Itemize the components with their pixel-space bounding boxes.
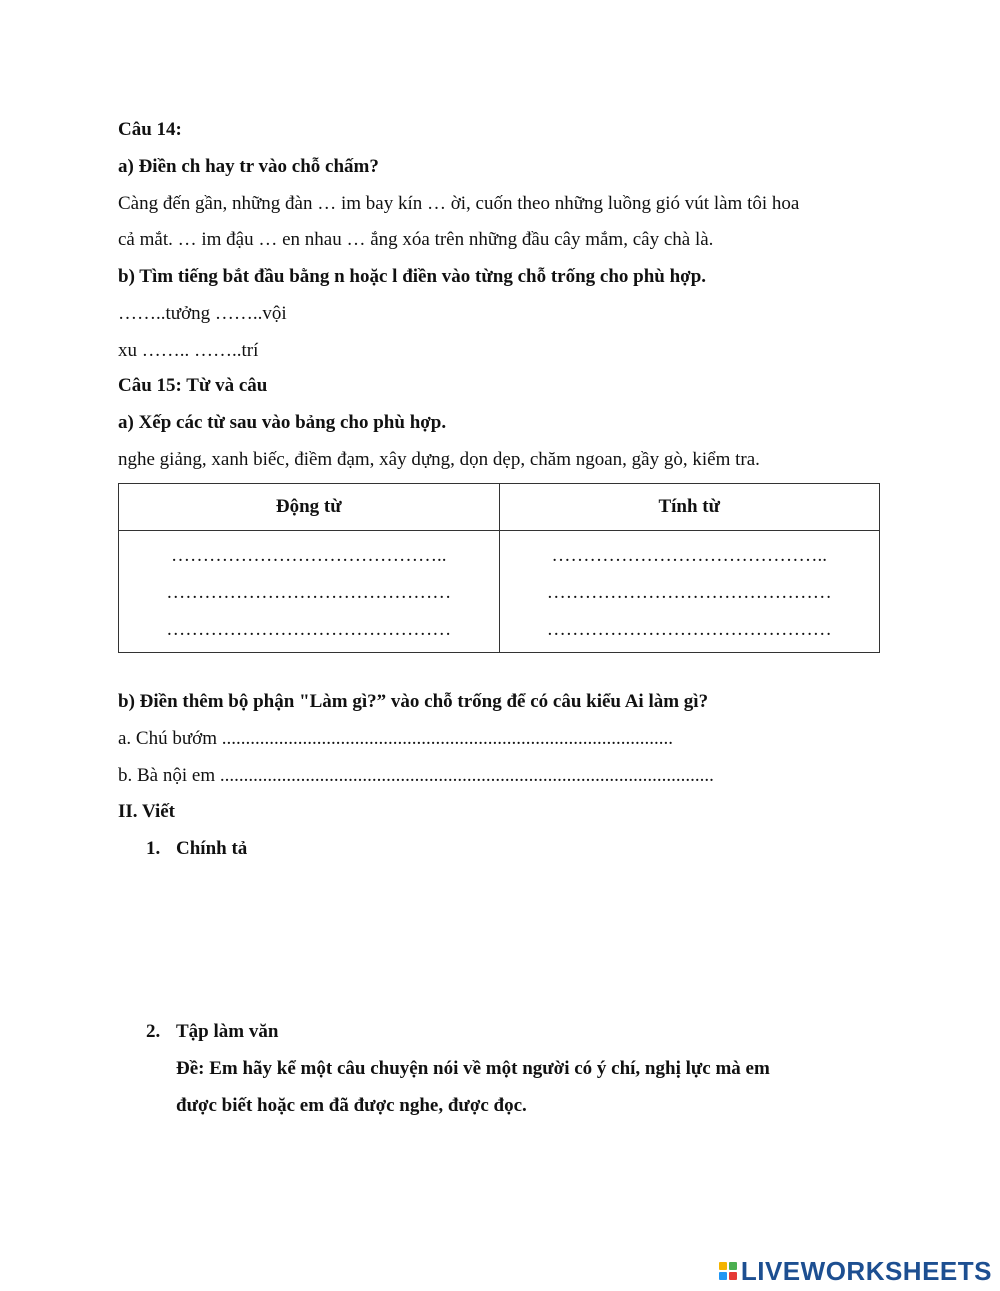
q15-a-words: nghe giảng, xanh biếc, điềm đạm, xây dựng, dọn dẹp, chăm ngoan, gầy gò, kiểm tra. <box>118 449 760 470</box>
q15-b-line-b[interactable]: b. Bà nội em ........................................................................................................ <box>118 765 714 786</box>
verb-line: ……………………………………… <box>166 619 452 640</box>
essay-prompt-line-1: Đề: Em hãy kể một câu chuyện nói về một người có ý chí, nghị lực mà em <box>176 1058 770 1079</box>
adjective-answer-cell[interactable] <box>499 531 880 653</box>
verb-answer-cell[interactable] <box>119 531 500 653</box>
item1-label: Chính tả <box>176 838 248 859</box>
adjective-line: …………………………………….. <box>551 545 827 566</box>
q14-a-text-1: Càng đến gần, những đàn … im bay kín … ời, cuốn theo những luồng gió vút làm tôi hoa <box>118 193 800 214</box>
q15-a-heading: a) Xếp các từ sau vào bảng cho phù hợp. <box>118 412 447 433</box>
item1-number: 1. <box>146 838 161 859</box>
word-classification-table <box>118 483 880 653</box>
liveworksheets-logo <box>719 1257 992 1285</box>
brand-text: LIVEWORKSHEETS <box>740 1255 992 1286</box>
col-header-adjective: Tính từ <box>499 484 880 531</box>
verb-line: …………………………………….. <box>171 545 447 566</box>
q14-b-heading: b) Tìm tiếng bắt đầu bằng n hoặc l điền vào từng chỗ trống cho phù hợp. <box>118 266 707 287</box>
adjective-line: ……………………………………… <box>546 619 832 640</box>
q14-a-text-2: cả mắt. … im đậu … en nhau … ắng xóa trên những đầu cây mắm, cây chà là. <box>118 229 714 250</box>
col-header-verb: Động từ <box>119 484 500 531</box>
adjective-line: ……………………………………… <box>546 582 832 603</box>
q14-b-line-1: ……..tưởng ……..vội <box>118 303 287 324</box>
q15-b-heading: b) Điền thêm bộ phận "Làm gì?” vào chỗ trống để có câu kiểu Ai làm gì? <box>118 691 709 712</box>
logo-square <box>719 1272 727 1280</box>
q15-title: Câu 15: Từ và câu <box>118 375 268 396</box>
q14-title: Câu 14: <box>118 119 182 140</box>
verb-line: ……………………………………… <box>166 582 452 603</box>
q14-a-heading: a) Điền ch hay tr vào chỗ chấm? <box>118 156 379 177</box>
item2-label: Tập làm văn <box>176 1021 279 1042</box>
liveworksheets-mark-icon <box>719 1262 737 1280</box>
item2-number: 2. <box>146 1021 161 1042</box>
writing-title: II. Viết <box>118 801 175 822</box>
q15-b-line-a[interactable]: a. Chú bướm ............................................................................................... <box>118 728 673 749</box>
logo-square <box>729 1262 737 1270</box>
essay-prompt-line-2: được biết hoặc em đã được nghe, được đọc. <box>176 1095 527 1116</box>
q14-b-line-2: xu …….. ……..trí <box>118 340 259 361</box>
logo-square <box>719 1262 727 1270</box>
logo-square <box>729 1272 737 1280</box>
